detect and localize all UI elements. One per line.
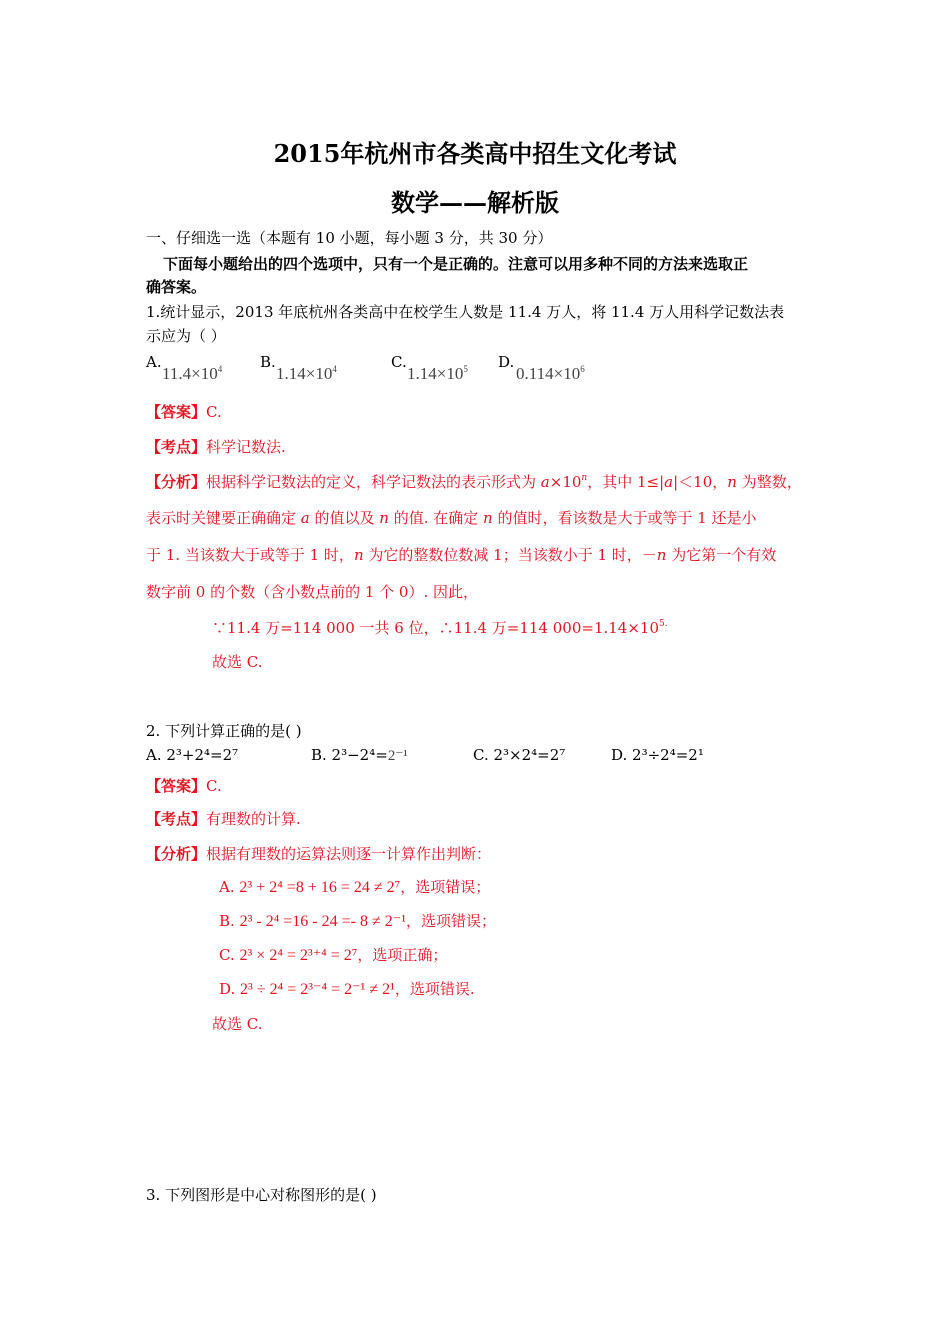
section-instruction-cont: 确答案。: [146, 278, 207, 296]
q1-analysis-line5: ∵11.4 万=114 000 一共 6 位，∴11.4 万=114 $000=1.14\times 10^{5.}$: [212, 619, 668, 637]
page-subtitle: 数学——解析版: [391, 188, 559, 217]
q2-option-b: B. 2³−2⁴=2⁻¹: [311, 746, 408, 764]
q2-option-c: C. 2³×2⁴=2⁷: [473, 746, 566, 764]
q1-conclusion: 故选 C.: [212, 653, 263, 671]
q3-stem: 3. 下列图形是中心对称图形的是( ): [146, 1186, 377, 1204]
q1-option-c-value: $1.14\times 10^5$: [407, 364, 468, 383]
q2-analysis: 【分析】根据有理数的运算法则逐一计算作出判断：: [146, 845, 492, 863]
q1-analysis-line3: 于 1. 当该数大于或等于 1 时，n 为它的整数位数减 1；当该数小于 1 时，－n 为它第一个有效: [146, 546, 777, 564]
q2-analysis-step-b: B. 2³ - 2⁴ =16 - 24 =- 8 ≠ 2⁻¹，选项错误；: [219, 912, 497, 930]
q2-analysis-step-c: C. 2³ × 2⁴ = 2³⁺⁴ = 2⁷，选项正确；: [219, 946, 448, 964]
q1-option-b-value: $1.14\times 10^4$: [276, 364, 337, 383]
q1-answer: 【答案】C.: [146, 403, 222, 421]
q1-option-d-value: $0.114\times 10^6$: [516, 364, 585, 383]
q1-option-b-label: B.: [260, 353, 276, 371]
q1-option-a-value: $11.4\times 10^4$: [162, 364, 223, 383]
q1-analysis-line1: 【分析】根据科学记数法的定义，科学记数法的表示形式为 $a\times 10^n$，其中 1≤|a|＜10，n 为整数，: [146, 473, 802, 491]
page-title: 2015年杭州市各类高中招生文化考试: [273, 139, 677, 168]
q2-option-d: D. 2³÷2⁴=2¹: [611, 746, 704, 764]
q1-stem-cont: 示应为（ ）: [146, 327, 226, 345]
q1-point: 【考点】科学记数法.: [146, 438, 286, 456]
q2-analysis-step-a: A. 2³ + 2⁴ =8 + 16 = 24 ≠ 2⁷，选项错误；: [219, 878, 491, 896]
q2-conclusion: 故选 C.: [212, 1015, 263, 1033]
q2-answer: 【答案】C.: [146, 777, 222, 795]
q1-option-c-label: C.: [391, 353, 407, 371]
q1-stem: 1.统计显示，2013 年底杭州各类高中在校学生人数是 11.4 万人，将 11.4 万人用科学记数法表: [146, 303, 785, 321]
q1-analysis-line4: 数字前 0 的个数（含小数点前的 1 个 0）. 因此，: [146, 583, 479, 601]
section-instruction: 下面每小题给出的四个选项中，只有一个是正确的。注意可以用多种不同的方法来选取正: [163, 255, 749, 273]
q1-analysis-line2: 表示时关键要正确确定 a 的值以及 n 的值. 在确定 n 的值时，看该数是大于或等于 1 还是小: [146, 509, 757, 527]
q2-stem: 2. 下列计算正确的是( ): [146, 722, 302, 740]
q2-analysis-step-d: D. 2³ ÷ 2⁴ = 2³⁻⁴ = 2⁻¹ ≠ 2¹，选项错误.: [219, 980, 475, 998]
q2-point: 【考点】有理数的计算.: [146, 810, 301, 828]
q1-option-d-label: D.: [498, 353, 515, 371]
q2-option-a: A. 2³+2⁴=2⁷: [146, 746, 239, 764]
q1-option-a-label: A.: [146, 353, 162, 371]
section-heading: 一、仔细选一选（本题有 10 小题，每小题 3 分，共 30 分）: [146, 229, 553, 247]
